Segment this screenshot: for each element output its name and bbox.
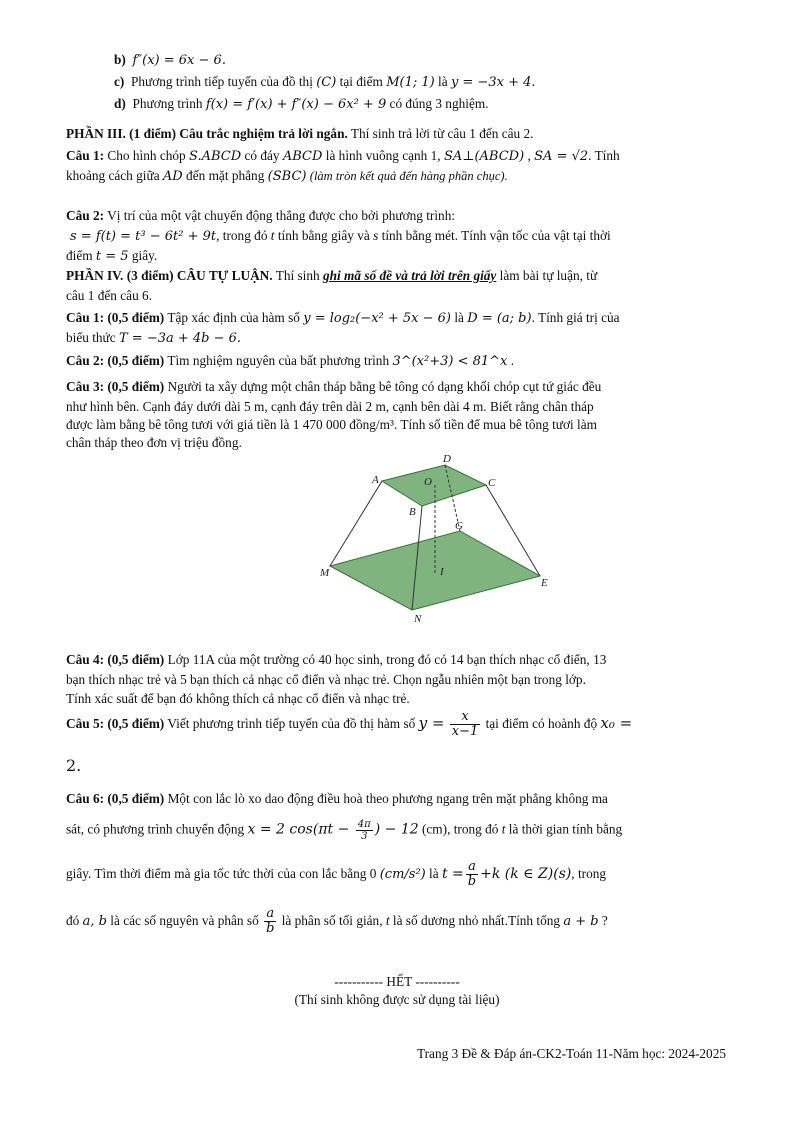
lateral-edge-am xyxy=(330,481,382,566)
label-O: O xyxy=(424,476,432,488)
label-I: I xyxy=(440,566,444,578)
part4-q3-line4: chân tháp theo đơn vị triệu đồng. xyxy=(66,435,242,450)
part4-q1-line1: Câu 1: (0,5 điểm) Tập xác định của hàm số y = log₂(−x² + 5x − 6) là D = (a; b). Tính giá trị của xyxy=(66,310,620,326)
part3-q2-line3: điểm t = 5 giây. xyxy=(66,248,158,264)
label-A: A xyxy=(372,474,379,486)
part3-heading: PHẦN III. (1 điểm) Câu trắc nghiệm trả lời ngắn. Thí sinh trả lời từ câu 1 đến câu 2. xyxy=(66,126,534,141)
part4-q3-line1: Câu 3: (0,5 điểm) Người ta xây dựng một chân tháp bằng bê tông có dạng khối chóp cụt tứ giác đều xyxy=(66,379,602,394)
part4-q5-line2: 2. xyxy=(66,756,82,775)
fraction-x-over-x-minus-1: $\frac{x}{x-1}$ xyxy=(451,709,479,740)
label-G: G xyxy=(455,520,463,532)
label-B: B xyxy=(409,506,416,518)
item-b: b) f″(x) = 6x − 6. xyxy=(114,52,226,68)
end-marker: ----------- HẾT ---------- xyxy=(334,974,460,989)
part4-q6-line1: Câu 6: (0,5 điểm) Một con lắc lò xo dao động điều hoà theo phương ngang trên mặt phẳng không ma xyxy=(66,791,608,806)
part3-q1-line1: Câu 1: Cho hình chóp S.ABCD có đáy ABCD là hình vuông cạnh 1, SA⊥(ABCD) , SA = √2. Tính xyxy=(66,148,620,164)
part3-q2-line2: s = f(t) = t³ − 6t² + 9t, trong đó t tính bằng giây và s tính bằng mét. Tính vận tốc của vật tại thời xyxy=(70,228,611,244)
part4-q5-line1: Câu 5: (0,5 điểm) Viết phương trình tiếp tuyến của đồ thị hàm số y = $\frac{x}{x-1}$ tại điểm có hoành độ x₀ = xyxy=(66,709,633,740)
part4-q3-line3: được làm bằng bê tông tươi với giá tiền là 1 470 000 đồng/m³. Tính số tiền để mua bê tông tươi làm xyxy=(66,417,597,432)
part3-q2-line1: Câu 2: Vị trí của một vật chuyển động thẳng được cho bởi phương trình: xyxy=(66,208,456,223)
label-E: E xyxy=(541,577,548,589)
fraction-a-over-b-2: $\frac{a}{b}$ xyxy=(266,906,275,937)
part4-q4-line2: bạn thích nhạc trẻ và 5 bạn thích cả nhạc cổ điển và nhạc trẻ. Chọn ngẫu nhiên một bạn trong lớp. xyxy=(66,672,586,687)
part4-q4-line3: Tính xác suất để bạn đó không thích cả nhạc cổ điển và nhạc trẻ. xyxy=(66,691,410,706)
frustum-figure xyxy=(300,448,570,630)
top-face xyxy=(382,465,486,506)
part3-q1-line2: khoảng cách giữa AD đến mặt phẳng (SBC) (làm tròn kết quả đến hàng phần chục). xyxy=(66,168,508,184)
item-d: d) Phương trình f(x) = f′(x) + f″(x) − 6x² + 9 có đúng 3 nghiệm. xyxy=(114,96,489,112)
label-D: D xyxy=(443,453,451,465)
part4-q3-line2: như hình bên. Cạnh đáy dưới dài 5 m, cạnh đáy trên dài 2 m, cạnh bên dài 4 m. Biết rằng chân tháp xyxy=(66,399,594,414)
label-C: C xyxy=(488,477,496,489)
part4-heading-line2: câu 1 đến câu 6. xyxy=(66,288,153,303)
label-M: M xyxy=(320,567,330,579)
part4-q6-line4: đó a, b là các số nguyên và phân số $\frac{a}{b}$ là phân số tối giản, t là số dương nhỏ nhất.Tính tổng a + b ? xyxy=(66,906,608,937)
fraction-a-over-b: $\frac{a}{b}$ xyxy=(467,859,477,890)
part4-q1-line2: biểu thức T = −3a + 4b − 6. xyxy=(66,330,242,346)
part4-q6-line2: sát, có phương trình chuyển động x = 2 cos(πt − $\frac{4\pi}{3}$ ) − 12 (cm), trong đó t là thời gian tính bằng xyxy=(66,819,623,842)
part4-heading: PHẦN IV. (3 điểm) CÂU TỰ LUẬN. Thí sinh ghi mã số đề và trả lời trên giấy làm bài tự luận, từ xyxy=(66,268,598,283)
fraction-4pi-over-3: $\frac{4\pi}{3}$ xyxy=(357,819,371,842)
part4-q6-line3: giây. Tìm thời điểm mà gia tốc tức thời của con lắc bằng 0 (cm/s²) là t = $\frac{a}{b}$ +k (k ∈ Z)(s), trong xyxy=(66,859,607,890)
part4-q4-line1: Câu 4: (0,5 điểm) Lớp 11A của một trường có 40 học sinh, trong đó có 14 bạn thích nhạc cổ điển, 13 xyxy=(66,652,607,667)
page-footer: Trang 3 Đề & Đáp án-CK2-Toán 11-Năm học: 2024-2025 xyxy=(416,1046,726,1061)
label-N: N xyxy=(414,613,422,625)
item-c: c) Phương trình tiếp tuyến của đồ thị (C) tại điểm M(1; 1) là y = −3x + 4. xyxy=(114,74,536,90)
end-note: (Thí sinh không được sử dụng tài liệu) xyxy=(294,992,500,1007)
part4-q2: Câu 2: (0,5 điểm) Tìm nghiệm nguyên của bất phương trình 3^(x²+3) < 81^x . xyxy=(66,353,515,369)
